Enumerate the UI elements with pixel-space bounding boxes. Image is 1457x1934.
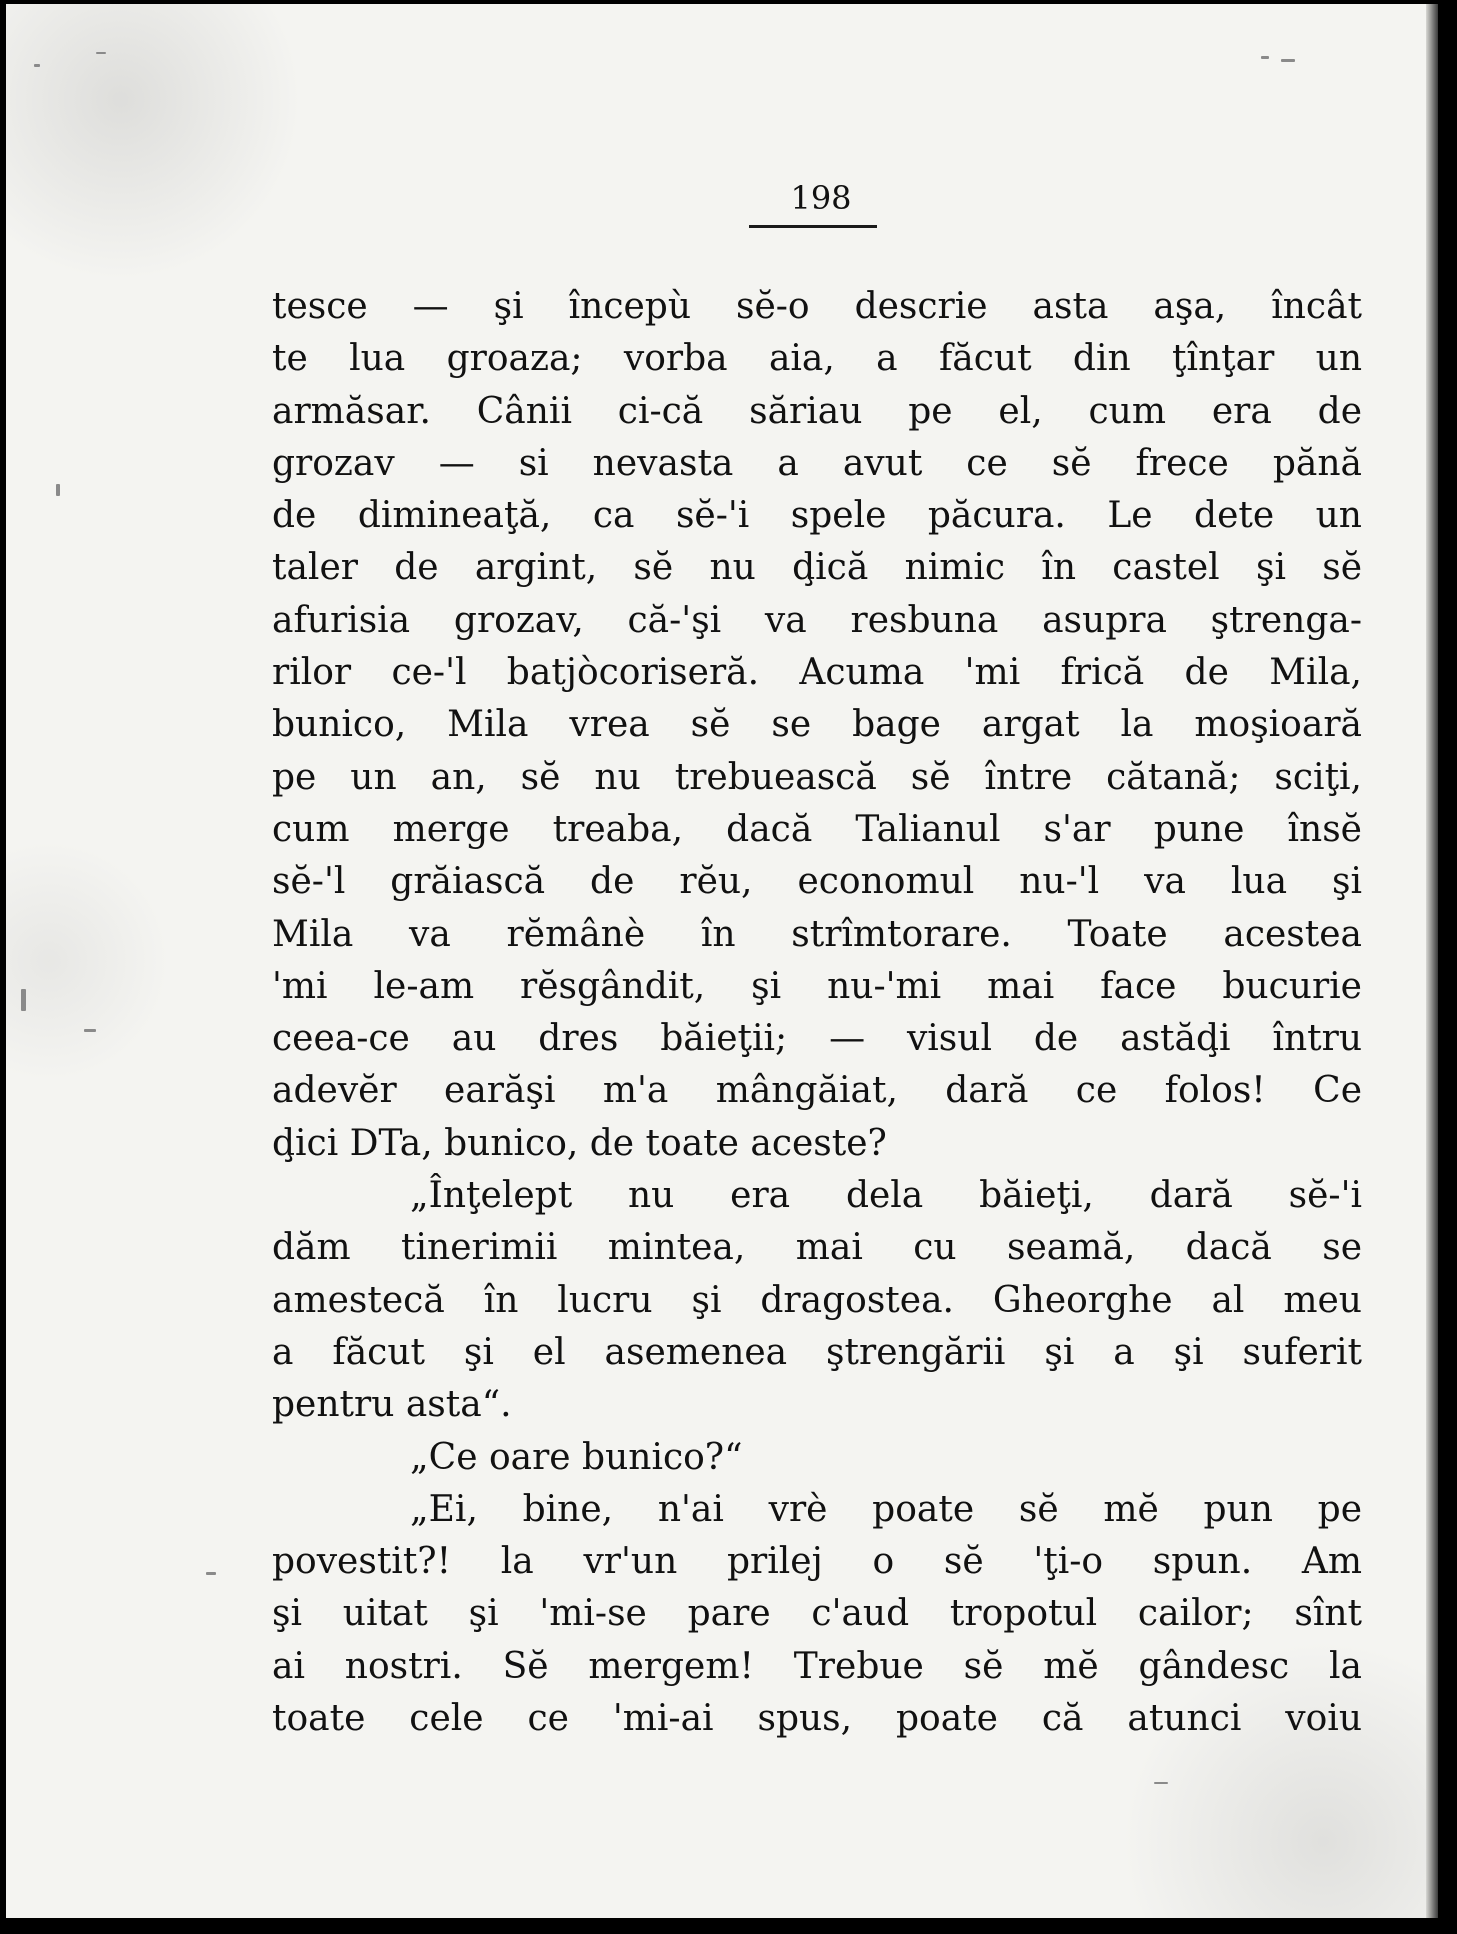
scan-speck — [96, 52, 106, 54]
text-line: rilor ce-'l batjòcoriseră. Acuma 'mi frică de Mila, — [272, 652, 1362, 694]
text-line: taler de argint, sĕ nu ḑică nimic în castel şi sĕ — [272, 547, 1362, 589]
scan-speck — [1261, 56, 1269, 59]
page-number: 198 — [790, 179, 852, 217]
text-line: şi uitat şi 'mi-se pare c'aud tropotul cailor; sînt — [272, 1593, 1362, 1635]
book-page — [6, 4, 1438, 1918]
text-line: „Ce oare bunico?“ — [410, 1436, 743, 1478]
text-line: sĕ-'l grăiască de rĕu, economul nu-'l va lua şi — [272, 861, 1362, 903]
text-line: adevĕr earăşi m'a mângăiat, dară ce folos! Ce — [272, 1070, 1362, 1112]
text-line: 'mi le-am rĕsgândit, şi nu-'mi mai face bucurie — [272, 965, 1362, 1007]
text-line: Mila va rĕmânè în strîmtorare. Toate acestea — [272, 913, 1362, 955]
scan-speck — [56, 484, 60, 496]
text-line: tesce — şi începù sĕ-o descrie asta aşa, încât — [272, 286, 1362, 327]
text-line: te lua groaza; vorba aia, a făcut din ţînţar un — [272, 338, 1362, 380]
text-line: grozav — si nevasta a avut ce sĕ frece pănă — [272, 442, 1362, 484]
body-text — [272, 281, 1362, 1745]
text-line: povestit?! la vr'un prilej o sĕ 'ţi-o spun. Am — [272, 1541, 1362, 1583]
text-line: afurisia grozav, că-'şi va resbuna asupra ştrenga- — [272, 599, 1362, 641]
text-line: dăm tinerimii mintea, mai cu seamă, dacă se — [272, 1227, 1362, 1269]
text-line: „Ei, bine, n'ai vrè poate sĕ mĕ pun pe — [410, 1488, 1362, 1530]
text-line: „Înţelept nu era dela băieţi, dară sĕ-'i — [410, 1175, 1362, 1217]
scan-speck — [206, 1572, 216, 1575]
text-line: amestecă în lucru şi dragostea. Gheorghe al meu — [272, 1279, 1362, 1321]
scan-speck — [1154, 1782, 1168, 1784]
text-line: armăsar. Cânii ci-că săriau pe el, cum era de — [272, 390, 1362, 432]
page-number-rule — [749, 225, 877, 228]
text-line: ḑici DTa, bunico, de toate aceste? — [272, 1122, 887, 1164]
text-line: cum merge treaba, dacă Talianul s'ar pune însĕ — [272, 808, 1362, 850]
text-line: pentru asta“. — [272, 1384, 512, 1426]
page-edge-shadow — [1426, 4, 1438, 1918]
scan-speck — [84, 1029, 96, 1032]
scan-speck — [1281, 59, 1295, 62]
scan-speck — [34, 64, 40, 67]
text-line: a făcut şi el asemenea ştrengării şi a şi suferit — [272, 1331, 1362, 1373]
text-line: de dimineaţă, ca sĕ-'i spele păcura. Le dete un — [272, 495, 1362, 537]
text-line: pe un an, sĕ nu trebuească sĕ între cătană; sciţi, — [272, 756, 1362, 798]
scan-speck — [21, 989, 26, 1011]
text-line: ai nostri. Sĕ mergem! Trebue sĕ mĕ gândesc la — [272, 1645, 1362, 1687]
text-line: ceea-ce au dres băieţii; — visul de astăḑi întru — [272, 1018, 1362, 1060]
text-line: toate cele ce 'mi-ai spus, poate că atunci voiu — [272, 1698, 1362, 1740]
text-line: bunico, Mila vrea sĕ se bage argat la moşioară — [272, 704, 1362, 746]
